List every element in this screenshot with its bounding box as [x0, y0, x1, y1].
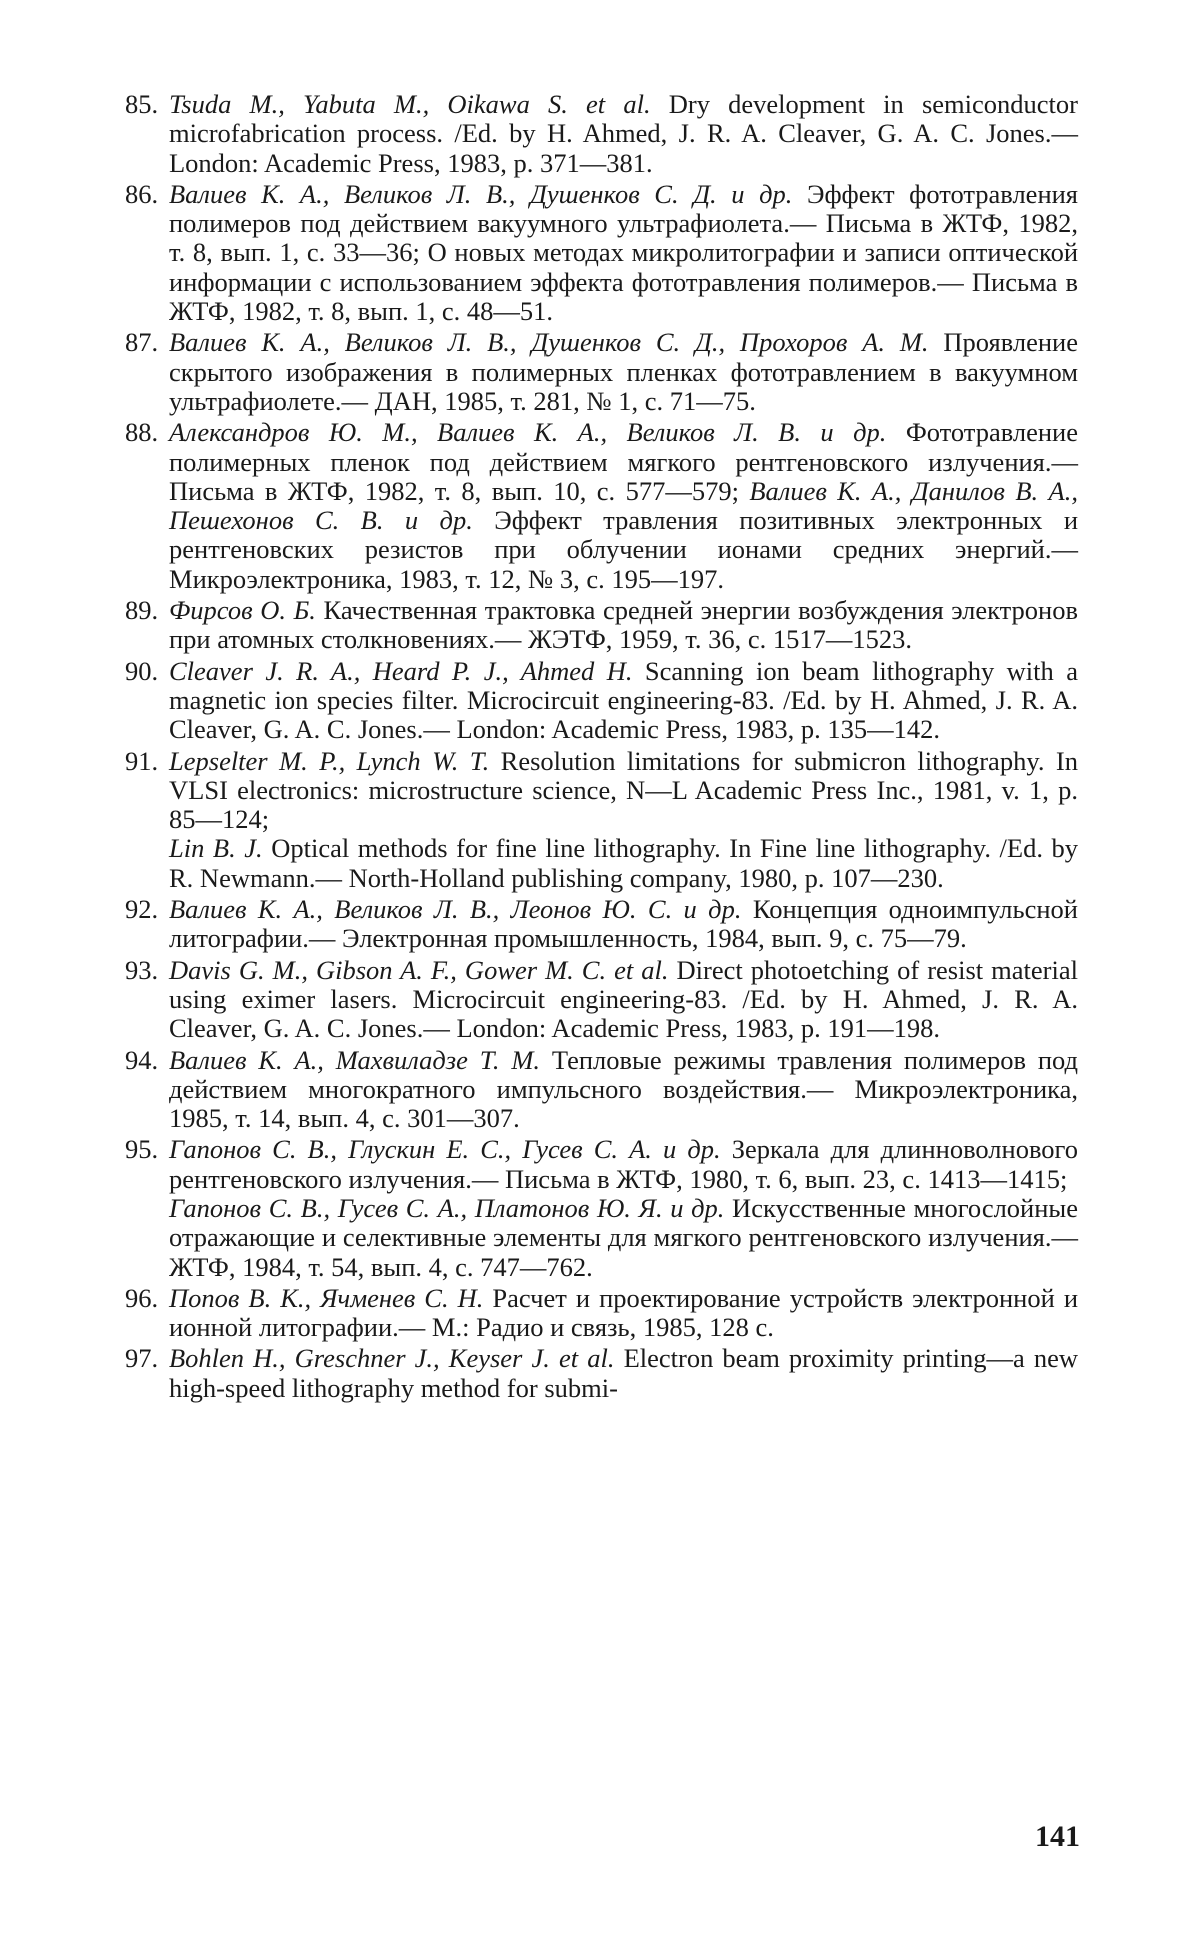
reference-text: Тепловые режимы травления полимеров под действием многократного импульсного воздействия.— Микроэлектроника, 1985, т. 14, вып. 4, с. 301—307. [169, 1044, 1078, 1134]
reference-text: Electron beam proximity printing—a new high-speed lithography method for submi- [169, 1343, 1078, 1403]
reference-entry [125, 418, 1078, 594]
reference-authors: Tsuda M., Yabuta M., Oikawa S. et al. [169, 89, 651, 119]
reference-part [169, 1046, 1078, 1134]
reference-text: Искусственные многослойные отражающие и селективные элементы для мягкого рентгеновского излучения.— ЖТФ, 1984, т. 54, вып. 4, с. 747—762. [169, 1192, 1078, 1282]
reference-authors: Bohlen H., Greschner J., Keyser J. et al. [169, 1343, 615, 1374]
reference-authors: Lepselter M. P., Lynch W. T. [169, 745, 490, 776]
reference-text: Концепция одноимпульсной литографии.— Электронная промышленность, 1984, вып. 9, с. 75—79. [169, 894, 1078, 954]
reference-entry [125, 596, 1078, 655]
reference-authors: Валиев К. А., Махвиладзе Т. М. [169, 1044, 541, 1075]
reference-body [169, 418, 1078, 594]
reference-authors: Попов В. К., Ячменев С. Н. [169, 1282, 484, 1313]
reference-entry [125, 328, 1078, 416]
reference-number: 89. [125, 595, 159, 626]
reference-body [169, 657, 1078, 745]
page-number: 141 [1035, 1820, 1080, 1853]
reference-authors: Гапонов С. В., Гусев С. А., Платонов Ю. Я. и др. [169, 1192, 725, 1223]
reference-part [169, 834, 1078, 893]
reference-text: Dry development in semiconductor microfabrication process. /Ed. by H. Ahmed, J. R. A. Cleaver, G. A. C. Jones.— London: Academic Press, 1983, p. 371—381. [169, 89, 1078, 178]
reference-body [169, 1135, 1078, 1281]
reference-number: 85. [125, 89, 159, 119]
reference-authors: Валиев К. А., Великов Л. В., Душенков С. Д., Прохоров А. М. [169, 327, 929, 358]
reference-authors: Валиев К. А., Великов Л. В., Душенков С. Д. и др. [169, 178, 793, 209]
reference-body [169, 747, 1078, 893]
reference-number: 97. [125, 1343, 159, 1374]
reference-body [169, 895, 1078, 954]
reference-part [169, 1135, 1078, 1194]
reference-text: Эффект травления позитивных электронных и рентгеновских резистов при облучении ионами средних энергий.— Микроэлектроника, 1983, т. 12, № 3, с. 195—197. [169, 505, 1079, 594]
reference-body [169, 328, 1078, 416]
reference-number: 91. [125, 745, 159, 776]
reference-number: 96. [125, 1282, 159, 1313]
reference-entry [125, 90, 1078, 178]
reference-part [169, 328, 1078, 416]
reference-part [169, 747, 1078, 835]
reference-part [169, 1194, 1078, 1282]
reference-text: Scanning ion beam lithography with a magnetic ion species filter. Microcircuit engineering-83. /Ed. by H. Ahmed, J. R. A. Cleaver, G. A. C. Jones.— London: Academic Press, 1983, p. 135—142. [169, 655, 1078, 745]
reference-part [169, 180, 1078, 326]
reference-number: 90. [125, 655, 159, 686]
reference-authors: Валиев К. А., Великов Л. В., Леонов Ю. С. и др. [169, 894, 742, 925]
reference-text: Зеркала для длинноволнового рентгеновского излучения.— Письма в ЖТФ, 1980, т. 6, вып. 23, с. 1413—1415; [169, 1134, 1078, 1194]
reference-body [169, 1046, 1078, 1134]
reference-list [0, 90, 1200, 1405]
reference-authors: Фирсов О. Б. [169, 595, 316, 626]
reference-part [169, 596, 1078, 655]
reference-part [169, 657, 1078, 745]
reference-text: Расчет и проектирование устройств электронной и ионной литографии.— М.: Радио и связь, 1985, 128 с. [169, 1282, 1078, 1343]
reference-entry [125, 657, 1078, 745]
reference-number: 86. [125, 178, 159, 209]
reference-text: Качественная трактовка средней энергии возбуждения электронов при атомных столкновениях.— ЖЭТФ, 1959, т. 36, с. 1517—1523. [169, 595, 1079, 655]
reference-authors: Lin B. J. [169, 833, 263, 864]
reference-body [169, 1344, 1078, 1403]
reference-number: 93. [125, 954, 159, 985]
reference-body [169, 90, 1078, 178]
reference-authors: Александров Ю. М., Валиев К. А., Великов Л. В. и др. [169, 417, 887, 448]
reference-text: Проявление скрытого изображения в полимерных пленках фототравлением в вакуумном ультрафиолете.— ДАН, 1985, т. 281, № 1, с. 71—75. [169, 327, 1078, 416]
reference-text: Optical methods for fine line lithography. In Fine line lithography. /Ed. by R. Newmann.— North-Holland publishing company, 1980, p. 107—230. [169, 833, 1078, 893]
reference-number: 88. [125, 417, 159, 448]
reference-text: Direct photoetching of resist material using eximer lasers. Microcircuit engineering-83. /Ed. by H. Ahmed, J. R. A. Cleaver, G. A. C. Jones.— London: Academic Press, 1983, p. 191—198. [169, 954, 1078, 1044]
reference-number: 95. [125, 1134, 159, 1165]
reference-entry [125, 895, 1078, 954]
reference-body [169, 180, 1078, 326]
reference-number: 87. [125, 327, 159, 358]
reference-entry [125, 1046, 1078, 1134]
reference-authors: Cleaver J. R. A., Heard P. J., Ahmed H. [169, 655, 633, 686]
reference-entry [125, 1284, 1078, 1343]
reference-number: 92. [125, 894, 159, 925]
reference-entry [125, 1135, 1078, 1281]
reference-entry [125, 180, 1078, 326]
reference-entry [125, 956, 1078, 1044]
reference-part [169, 418, 1078, 594]
reference-entry [125, 747, 1078, 893]
reference-text: Resolution limitations for submicron lithography. In VLSI electronics: microstructure science, N—L Academic Press Inc., 1981, v. 1, p. 85—124; [169, 745, 1078, 835]
reference-entry [125, 1344, 1078, 1403]
reference-authors: Валиев К. А., Данилов В. А., Пешехонов С. В. и др. [169, 475, 1078, 536]
reference-text: Фототравление полимерных пленок под действием мягкого рентгеновского излучения.— Письма в ЖТФ, 1982, т. 8, вып. 10, с. 577—579; [169, 417, 1078, 506]
reference-part [169, 90, 1078, 178]
reference-authors: Гапонов С. В., Глускин Е. С., Гусев С. А. и др. [169, 1134, 721, 1165]
reference-authors: Davis G. M., Gibson A. F., Gower M. C. et al. [169, 954, 669, 985]
reference-text: Эффект фототравления полимеров под действием вакуумного ультрафиолета.— Письма в ЖТФ, 1982, т. 8, вып. 1, с. 33—36; О новых методах микролитографии и записи оптической информации с использованием эффекта фототравления полимеров.— Письма в ЖТФ, 1982, т. 8, вып. 1, с. 48—51. [169, 178, 1078, 327]
reference-body [169, 956, 1078, 1044]
reference-part [169, 1344, 1078, 1403]
reference-part [169, 956, 1078, 1044]
reference-number: 94. [125, 1044, 159, 1075]
reference-part [169, 1284, 1078, 1343]
reference-part [169, 895, 1078, 954]
reference-body [169, 596, 1078, 655]
reference-body [169, 1284, 1078, 1343]
